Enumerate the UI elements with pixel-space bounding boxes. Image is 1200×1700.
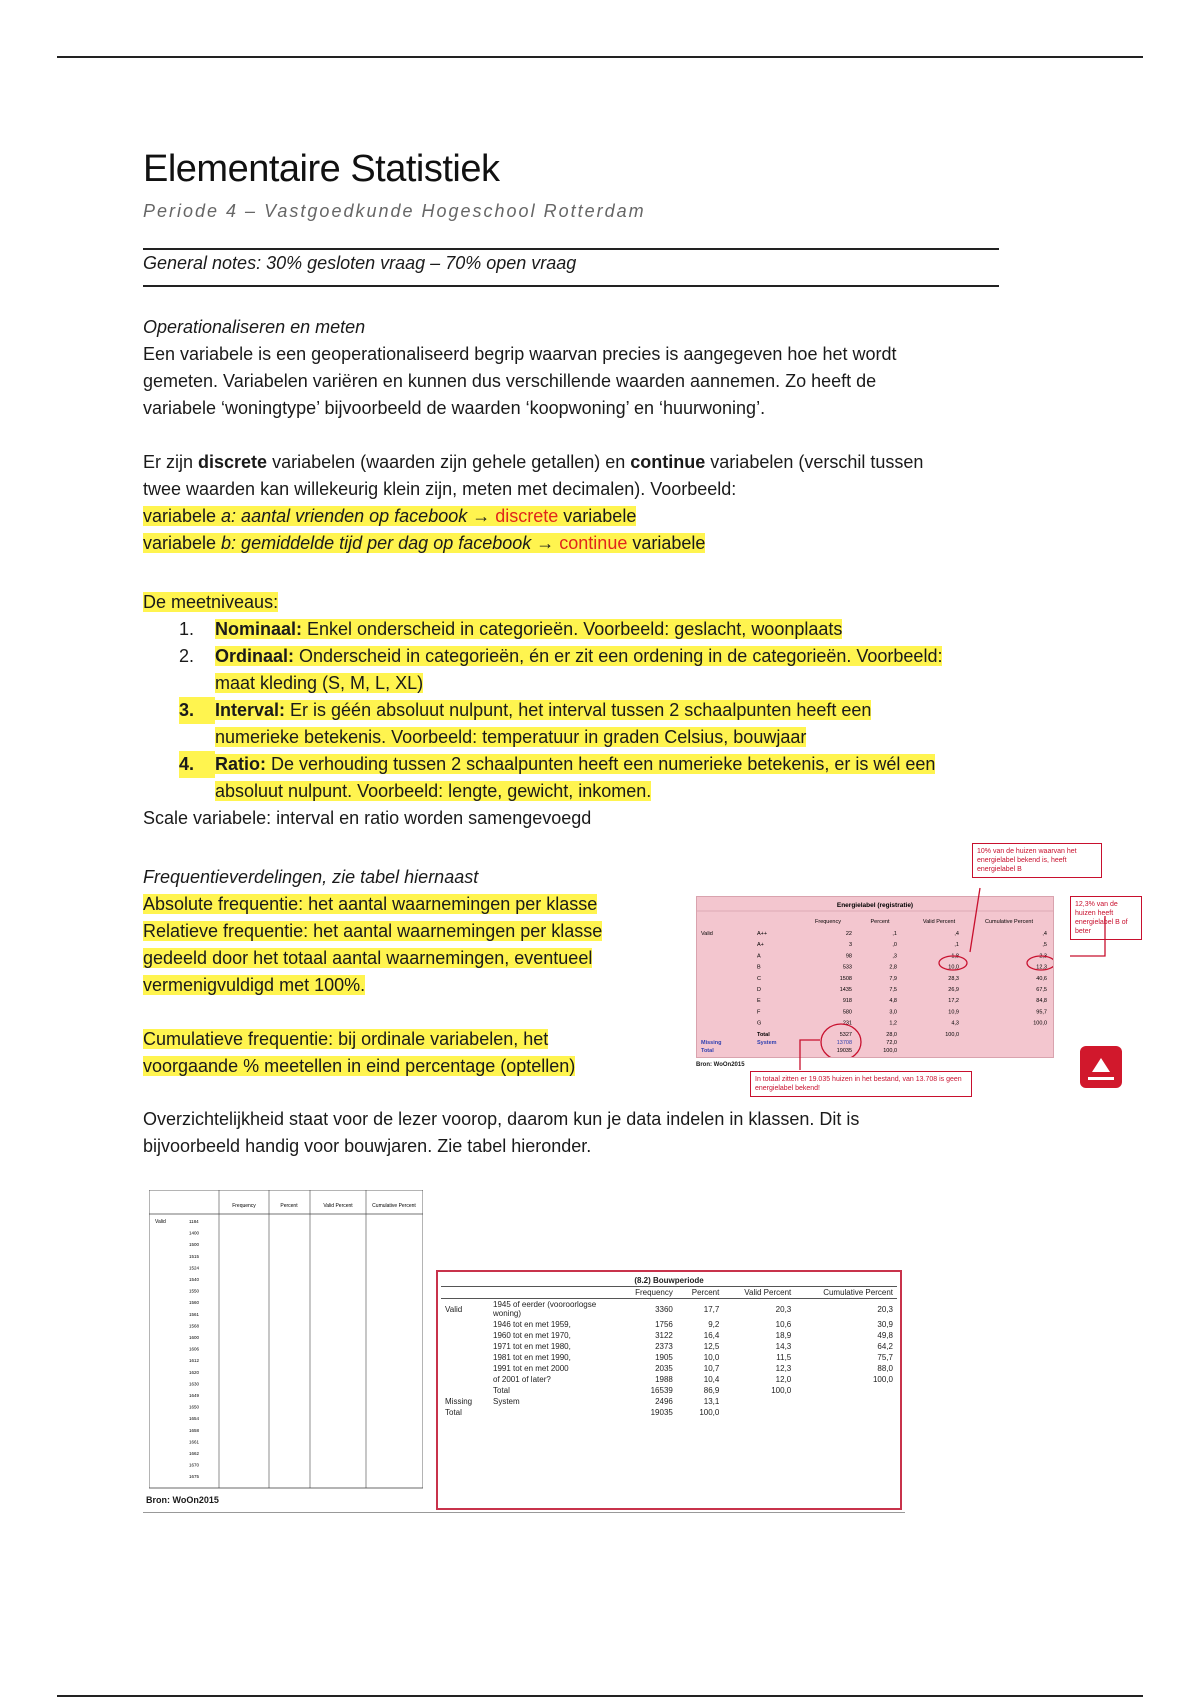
energy-row-freq: 98 xyxy=(845,953,852,960)
bouw-row-valid: 12,3 xyxy=(775,1364,792,1373)
top-rule xyxy=(57,56,1143,58)
list-item-continuation: maat kleding (S, M, L, XL) xyxy=(215,673,424,693)
year-row-label: 1515 xyxy=(189,1253,200,1259)
absolute-frequency: Absolute frequentie: het aantal waarnemingen per klasse xyxy=(143,894,598,914)
energy-total-valid-valid: 100,0 xyxy=(945,1032,959,1038)
callout-top: 10% van de huizen waarvan het energielabel bekend is, heeft energielabel B xyxy=(972,843,1102,878)
table-row xyxy=(441,1385,897,1396)
bouw-row-cum: 20,3 xyxy=(877,1304,893,1314)
bouw-row-valid: 18,9 xyxy=(775,1331,792,1340)
year-row-label: 1600 xyxy=(189,1335,200,1340)
bottom-rule xyxy=(57,1695,1143,1697)
energy-row-label: A xyxy=(757,953,761,960)
energy-header: Frequency xyxy=(815,919,841,925)
energy-row-pct: 7,9 xyxy=(889,975,897,982)
paragraph-line: variabele ‘woningtype’ bijvoorbeeld de waarden ‘koopwoning’ en ‘huurwoning’. xyxy=(143,398,766,418)
energy-row-cum: 100,0 xyxy=(1033,1020,1047,1027)
bouw-row-freq: 1988 xyxy=(655,1375,673,1384)
cumulative-frequency-cont: voorgaande % meetellen in eind percentage (optellen) xyxy=(143,1056,576,1076)
energy-row-freq: 231 xyxy=(842,1020,852,1027)
bouw-row-label: 1945 of eerder (vooroorlogse woning) xyxy=(493,1300,597,1318)
bouw-row-freq: 16539 xyxy=(650,1386,673,1395)
bouw-row-cum: 64,2 xyxy=(877,1342,893,1351)
bouw-row-valid: 10,6 xyxy=(775,1320,792,1329)
year-row-label: 1561 xyxy=(189,1311,200,1317)
year-row-label: 1550 xyxy=(189,1288,200,1294)
year-header: Valid Percent xyxy=(323,1203,353,1209)
bouw-row-valid: 14,3 xyxy=(775,1342,792,1351)
bouw-row-freq: 1905 xyxy=(655,1353,673,1362)
bouw-row-pct: 86,9 xyxy=(703,1386,720,1395)
energy-header: Valid Percent xyxy=(922,919,956,925)
energy-row-pct: 7,5 xyxy=(889,987,897,993)
year-row-label: 1540 xyxy=(189,1277,200,1282)
bouw-row-valid: 20,3 xyxy=(775,1304,792,1314)
list-item: 1. Nominaal: Enkel onderscheid in categorieën. Voorbeeld: geslacht, woonplaats xyxy=(179,619,843,639)
year-header: Percent xyxy=(280,1203,298,1209)
callout-right: 12,3% van de huizen heeft energielabel B of beter xyxy=(1070,896,1142,940)
year-row-label: 1670 xyxy=(189,1462,200,1468)
year-row-label: 1649 xyxy=(189,1393,200,1398)
year-valid-label: Valid xyxy=(155,1219,166,1225)
table-row xyxy=(441,1299,897,1320)
energy-row-valid: 10,9 xyxy=(948,1009,959,1016)
bouw-valid-label: Valid xyxy=(445,1304,463,1314)
year-header: Frequency xyxy=(232,1203,256,1209)
year-row-label: 1630 xyxy=(189,1381,200,1387)
bouw-row-cum: 88,0 xyxy=(877,1364,893,1373)
year-table-source: Bron: WoOn2015 xyxy=(146,1495,219,1505)
bouw-row-label: Total xyxy=(493,1386,510,1395)
bouwperiode-table xyxy=(436,1270,902,1510)
bouw-missing-freq: 2496 xyxy=(655,1397,673,1406)
section-heading: De meetniveaus: xyxy=(143,592,279,612)
energy-row-valid: 17,2 xyxy=(948,998,959,1005)
page-subtitle: Periode 4 – Vastgoedkunde Hogeschool Rotterdam xyxy=(143,201,646,221)
year-row-label: 1560 xyxy=(189,1300,200,1306)
bouw-row-cum: 100,0 xyxy=(872,1375,893,1384)
energy-system-label: System xyxy=(757,1040,777,1046)
bouw-row-pct: 10,7 xyxy=(703,1364,720,1373)
energy-missing-pct: 72,0 xyxy=(886,1040,897,1046)
bouw-row-freq: 2035 xyxy=(655,1364,673,1373)
energy-missing-label: Missing xyxy=(701,1040,722,1046)
bouw-row-freq: 3360 xyxy=(655,1304,673,1314)
bouw-row-pct: 9,2 xyxy=(708,1320,720,1329)
callout-arrows xyxy=(780,880,1120,1080)
section-overzicht xyxy=(143,1106,1043,1160)
energy-total-pct: 100,0 xyxy=(883,1048,897,1054)
bouw-row-label: 1971 tot en met 1980, xyxy=(493,1342,571,1351)
energy-row-pct: 4,8 xyxy=(889,998,897,1005)
bouw-row-cum: 49,8 xyxy=(877,1331,893,1340)
paragraph-line: Een variabele is een geoperationaliseerd begrip waarvan precies is aangegeven hoe het wordt xyxy=(143,344,897,364)
section-heading: Operationaliseren en meten xyxy=(143,317,366,337)
table-row xyxy=(441,1319,897,1330)
example-b: variabele b: gemiddelde tijd per dag op facebook → continue variabele xyxy=(143,533,706,553)
figure-baseline xyxy=(143,1512,905,1513)
energy-valid-label: Valid xyxy=(701,931,713,937)
energy-row-pct: 3,0 xyxy=(889,1009,897,1016)
energy-header: Percent xyxy=(870,919,890,925)
bouw-row-cum xyxy=(795,1385,897,1396)
energy-row-label: B xyxy=(757,964,761,971)
section-meetniveaus xyxy=(143,589,1043,832)
energy-row-label: A+ xyxy=(757,942,764,949)
energy-missing-freq: 13708 xyxy=(836,1040,852,1046)
page-title: Elementaire Statistiek xyxy=(143,148,500,190)
bouw-title: (8.2) Bouwperiode xyxy=(634,1276,704,1285)
energy-row-label: E xyxy=(757,998,761,1005)
energy-total-label: Total xyxy=(701,1048,714,1054)
example-a: variabele a: aantal vrienden op facebook → discrete variabele xyxy=(143,506,637,526)
bouw-row-label: 1991 tot en met 2000 xyxy=(493,1364,569,1373)
section-operationaliseren xyxy=(143,314,1043,557)
year-row-label: 1654 xyxy=(189,1416,200,1422)
bouw-header: Valid Percent xyxy=(744,1288,792,1297)
bouw-header: Percent xyxy=(691,1288,720,1297)
bouw-missing-sub: System xyxy=(493,1397,520,1406)
divider xyxy=(143,248,999,250)
bouw-total-pct: 100,0 xyxy=(699,1408,720,1417)
energy-row-cum: ,4 xyxy=(1042,931,1047,937)
list-item: 3. Interval: Er is géén absoluut nulpunt, het interval tussen 2 schaalpunten heeft een xyxy=(143,697,1043,724)
paragraph-line: twee waarden kan willekeurig klein zijn, meten met decimalen). Voorbeeld: xyxy=(143,479,737,499)
bouw-row-pct: 17,7 xyxy=(703,1304,720,1314)
energy-row-freq: 1435 xyxy=(839,987,852,993)
year-row-label: 1606 xyxy=(189,1346,200,1352)
table-row xyxy=(441,1374,897,1385)
year-row-label: 1662 xyxy=(189,1451,200,1456)
energy-title: Energielabel (registratie) xyxy=(836,902,914,909)
year-row-label: 1658 xyxy=(189,1427,200,1433)
paragraph-line: Er zijn discrete variabelen (waarden zijn gehele getallen) en continue variabelen (verschil tussen xyxy=(143,452,924,472)
energy-row-pct: 2,8 xyxy=(889,964,897,971)
bouw-row-freq: 2373 xyxy=(655,1342,673,1351)
year-row-label: 1650 xyxy=(189,1404,200,1410)
energy-row-freq: 533 xyxy=(842,964,852,971)
logo-icon xyxy=(1080,1046,1122,1088)
list-item: 2. Ordinaal: Onderscheid in categorieën, én er zit een ordening in de categorieën. Voorbeeld: xyxy=(179,646,943,666)
year-row-label: 1661 xyxy=(189,1439,200,1445)
bouw-row-label: 1946 tot en met 1959, xyxy=(493,1320,571,1329)
energy-row-valid: 10,0 xyxy=(948,964,959,971)
energy-total-valid-freq: 5327 xyxy=(839,1032,852,1038)
divider xyxy=(143,285,999,287)
energy-row-pct: ,1 xyxy=(892,931,897,937)
scale-note: Scale variabele: interval en ratio worden samengevoegd xyxy=(143,808,592,828)
bouw-row-valid: 12,0 xyxy=(775,1375,792,1384)
paragraph-line: bijvoorbeeld handig voor bouwjaren. Zie tabel hieronder. xyxy=(143,1136,592,1156)
year-row-label: 1500 xyxy=(189,1242,200,1248)
table-row xyxy=(441,1341,897,1352)
energy-row-freq: 3 xyxy=(848,942,852,949)
year-row-label: 1400 xyxy=(189,1230,200,1236)
energy-total-valid-pct: 28,0 xyxy=(886,1032,897,1038)
bouw-total-label: Total xyxy=(445,1408,462,1417)
table-row xyxy=(441,1330,897,1341)
energy-row-cum: 84,8 xyxy=(1036,998,1047,1005)
bouw-row-pct: 16,4 xyxy=(703,1331,720,1340)
year-row-label: 1524 xyxy=(189,1265,200,1271)
energy-row-freq: 22 xyxy=(845,931,852,937)
list-item-continuation: numerieke betekenis. Voorbeeld: temperatuur in graden Celsius, bouwjaar xyxy=(215,727,807,747)
energy-row-label: A++ xyxy=(757,931,768,937)
year-row-label: 1675 xyxy=(189,1474,200,1480)
year-frequency-table xyxy=(149,1190,423,1490)
paragraph-line: gemeten. Variabelen variëren en kunnen dus verschillende waarden aannemen. Zo heeft de xyxy=(143,371,877,391)
list-item: 4. Ratio: De verhouding tussen 2 schaalpunten heeft een numerieke betekenis, er is wél een xyxy=(143,751,1043,778)
bouwperiode-grid xyxy=(441,1275,897,1418)
energy-row-cum: 12,3 xyxy=(1036,964,1047,971)
energy-row-valid: 26,9 xyxy=(948,987,959,993)
general-notes: General notes: 30% gesloten vraag – 70% open vraag xyxy=(143,253,577,273)
year-row-label: 1184 xyxy=(189,1219,199,1224)
bouw-row-pct: 12,5 xyxy=(703,1342,720,1351)
section-heading: Frequentieverdelingen, zie tabel hiernaast xyxy=(143,867,479,887)
energy-total-freq: 19035 xyxy=(836,1048,852,1054)
year-row-label: 1568 xyxy=(189,1323,200,1329)
bouw-header: Cumulative Percent xyxy=(823,1288,893,1297)
year-row-label: 1612 xyxy=(189,1358,200,1364)
energy-row-cum: 40,6 xyxy=(1036,975,1047,982)
energy-row-pct: ,3 xyxy=(892,953,897,960)
energy-row-valid: ,1 xyxy=(954,942,959,949)
bouw-row-valid: 11,5 xyxy=(776,1353,792,1362)
relative-frequency-cont: vermenigvuldigd met 100%. xyxy=(143,975,366,995)
energy-row-cum: 67,5 xyxy=(1036,987,1047,993)
energy-header: Cumulative Percent xyxy=(985,919,1033,925)
relative-frequency: Relatieve frequentie: het aantal waarnemingen per klasse xyxy=(143,921,603,941)
bouw-row-label: 1960 tot en met 1970, xyxy=(493,1331,571,1340)
energy-row-freq: 580 xyxy=(842,1009,852,1016)
energy-row-freq: 1508 xyxy=(839,975,852,982)
bouw-row-label: of 2001 of later? xyxy=(493,1375,551,1384)
energy-row-pct: ,0 xyxy=(892,942,897,949)
energy-row-valid: 28,3 xyxy=(948,975,959,982)
bouw-row-freq: 3122 xyxy=(655,1331,673,1340)
energy-row-cum: 2,3 xyxy=(1039,953,1047,960)
energy-total-valid-label: Total xyxy=(757,1032,770,1038)
callout-bottom: In totaal zitten er 19.035 huizen in het bestand, van 13.708 is geen energielabel bekend! xyxy=(750,1071,972,1097)
bouw-row-freq: 1756 xyxy=(655,1320,673,1329)
year-table-svg xyxy=(149,1190,423,1490)
table-row xyxy=(441,1363,897,1374)
list-item-continuation: absoluut nulpunt. Voorbeeld: lengte, gewicht, inkomen. xyxy=(215,781,652,801)
table-row xyxy=(441,1352,897,1363)
energy-row-cum: 95,7 xyxy=(1036,1009,1047,1016)
hogeschool-logo xyxy=(1080,1046,1122,1088)
bouw-row-cum: 75,7 xyxy=(877,1353,893,1362)
bouw-missing-label: Missing xyxy=(445,1397,473,1406)
bouw-header: Frequency xyxy=(635,1288,673,1297)
bouw-row-valid: 100,0 xyxy=(771,1386,792,1395)
energy-row-valid: ,4 xyxy=(954,931,959,937)
energy-row-cum: ,5 xyxy=(1042,942,1047,949)
energy-row-valid: 1,8 xyxy=(951,953,959,960)
energy-source: Bron: WoOn2015 xyxy=(696,1062,745,1068)
energy-row-valid: 4,3 xyxy=(951,1020,959,1027)
energy-row-pct: 1,2 xyxy=(889,1020,897,1027)
bouw-row-cum: 30,9 xyxy=(877,1320,893,1329)
energy-row-label: F xyxy=(757,1009,761,1016)
energy-row-label: C xyxy=(757,975,761,982)
energy-row-freq: 918 xyxy=(842,998,852,1005)
year-row-label: 1620 xyxy=(189,1369,200,1375)
bouw-row-label: 1981 tot en met 1990, xyxy=(493,1353,571,1362)
paragraph-line: Overzichtelijkheid staat voor de lezer voorop, daarom kun je data indelen in klassen. Dit is xyxy=(143,1109,860,1129)
energy-row-label: G xyxy=(757,1020,762,1027)
bouw-row-pct: 10,4 xyxy=(703,1375,720,1384)
cumulative-frequency: Cumulatieve frequentie: bij ordinale variabelen, het xyxy=(143,1029,549,1049)
bouw-missing-pct: 13,1 xyxy=(703,1397,720,1406)
bouw-row-pct: 10,0 xyxy=(703,1353,720,1362)
relative-frequency-cont: gedeeld door het totaal aantal waarnemingen, eventueel xyxy=(143,948,593,968)
bouw-total-freq: 19035 xyxy=(650,1408,673,1417)
energy-row-label: D xyxy=(757,987,761,993)
section-frequentie xyxy=(143,864,683,1080)
year-header: Cumulative Percent xyxy=(372,1203,416,1209)
